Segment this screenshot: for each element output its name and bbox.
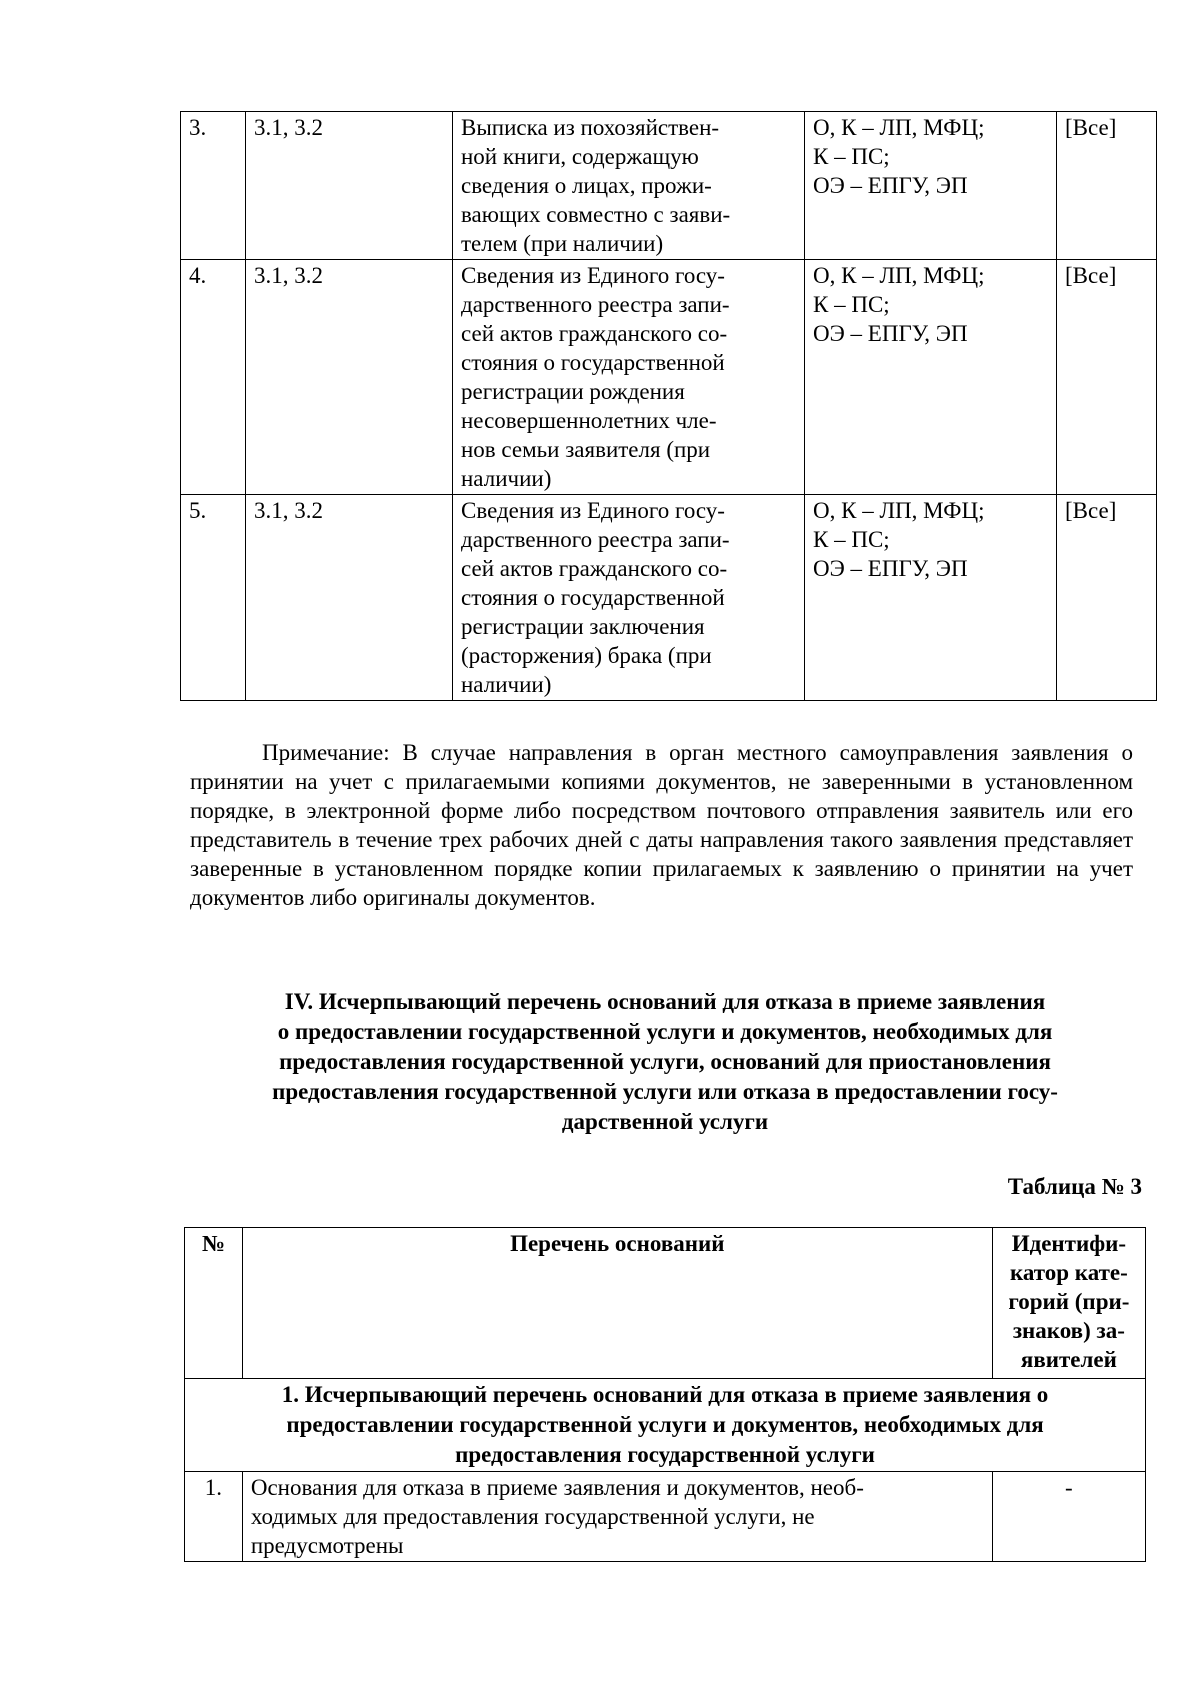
row-number: 3.	[181, 112, 246, 260]
text-line: К – ПС;	[813, 144, 890, 169]
text-line: предусмотрены	[250, 1533, 404, 1558]
text-line: явителей	[1020, 1347, 1117, 1372]
heading-line: о предоставлении государственной услуги и документов, необходимых для	[277, 1019, 1053, 1044]
text-line: регистрации рождения	[461, 379, 685, 404]
row-sections: 3.1, 3.2	[246, 112, 453, 260]
text-line: дарственного реестра запи-	[461, 292, 730, 317]
text-line: катор кате-	[1009, 1260, 1128, 1285]
text-line: К – ПС;	[813, 527, 890, 552]
text-line: сведения о лицах, прожи-	[461, 173, 712, 198]
text-line: несовершеннолетних чле-	[461, 408, 717, 433]
row-channels	[805, 112, 1057, 260]
row-channels	[805, 260, 1057, 495]
text-line: ОЭ – ЕПГУ, ЭП	[813, 173, 968, 198]
table-row	[185, 1472, 1146, 1562]
row-category: [Все]	[1057, 260, 1157, 495]
row-number: 5.	[181, 495, 246, 701]
text-line: ходимых для предоставления государственной услуги, не	[250, 1504, 815, 1529]
row-sections: 3.1, 3.2	[246, 260, 453, 495]
row-sections: 3.1, 3.2	[246, 495, 453, 701]
text-line: наличии)	[461, 672, 552, 697]
row-document	[453, 112, 805, 260]
row-document	[453, 495, 805, 701]
text-line: стояния о государственной	[461, 585, 725, 610]
table-row	[181, 260, 1157, 495]
text-line: К – ПС;	[813, 292, 890, 317]
text-line: знаков) за-	[1012, 1318, 1125, 1343]
text-line: телем (при наличии)	[461, 231, 664, 256]
table-row	[181, 495, 1157, 701]
row-identifier: -	[992, 1472, 1145, 1562]
text-line: вающих совместно с заяви-	[461, 202, 731, 227]
text-line: О, К – ЛП, МФЦ;	[813, 263, 985, 288]
subheading-cell	[185, 1379, 1146, 1472]
documents-table	[180, 111, 1157, 701]
heading-line: предоставления государственной услуги или отказа в предоставлении госу-	[272, 1079, 1058, 1104]
text-line: ОЭ – ЕПГУ, ЭП	[813, 321, 968, 346]
table-caption: Таблица № 3	[1007, 1174, 1142, 1199]
text-line: (расторжения) брака (при	[461, 643, 712, 668]
table-header-row	[185, 1228, 1146, 1379]
note-paragraph: Примечание: В случае направления в орган местного самоуправления заявления о принятии на учет с прилагаемыми копиями документов, не заверенными в установленном порядке, в электронной форме либо посредством почтового отправления заявитель или его представитель в течение трех рабочих дней с даты направления такого заявления представляет заверенные в установленном порядке копии прилагаемых к заявлению о принятии на учет документов либо оригиналы документов.	[190, 740, 1133, 910]
header-number: №	[185, 1228, 243, 1379]
row-number: 4.	[181, 260, 246, 495]
text-line: Идентифи-	[1011, 1231, 1127, 1256]
text-line: сей актов гражданского со-	[461, 556, 728, 581]
text-line: горий (при-	[1008, 1289, 1130, 1314]
row-category: [Все]	[1057, 495, 1157, 701]
text-line: наличии)	[461, 466, 552, 491]
header-identifier	[992, 1228, 1145, 1379]
table-row	[181, 112, 1157, 260]
text-line: Сведения из Единого госу-	[461, 263, 725, 288]
row-text	[242, 1472, 992, 1562]
text-line: Выписка из похозяйствен-	[461, 115, 720, 140]
text-line: предоставлении государственной услуги и документов, необходимых для	[286, 1412, 1044, 1437]
text-line: регистрации заключения	[461, 614, 705, 639]
section-heading	[190, 987, 1140, 1137]
row-number: 1.	[185, 1472, 243, 1562]
text-line: О, К – ЛП, МФЦ;	[813, 115, 985, 140]
row-category: [Все]	[1057, 112, 1157, 260]
text-line: дарственного реестра запи-	[461, 527, 730, 552]
row-channels	[805, 495, 1057, 701]
text-line: предоставления государственной услуги	[455, 1442, 875, 1467]
text-line: Сведения из Единого госу-	[461, 498, 725, 523]
text-line: Основания для отказа в приеме заявления и документов, необ-	[250, 1475, 864, 1500]
text-line: ОЭ – ЕПГУ, ЭП	[813, 556, 968, 581]
table-subheading-row	[185, 1379, 1146, 1472]
text-line: ной книги, содержащую	[461, 144, 699, 169]
header-list: Перечень оснований	[242, 1228, 992, 1379]
text-line: сей актов гражданского со-	[461, 321, 728, 346]
text-line: 1. Исчерпывающий перечень оснований для отказа в приеме заявления о	[281, 1382, 1049, 1407]
row-document	[453, 260, 805, 495]
text-line: стояния о государственной	[461, 350, 725, 375]
heading-line: предоставления государственной услуги, оснований для приостановления	[279, 1049, 1051, 1074]
text-line: О, К – ЛП, МФЦ;	[813, 498, 985, 523]
text-line: нов семьи заявителя (при	[461, 437, 711, 462]
heading-line: дарственной услуги	[561, 1109, 769, 1134]
heading-line: IV. Исчерпывающий перечень оснований для отказа в приеме заявления	[284, 989, 1046, 1014]
grounds-table	[184, 1227, 1146, 1562]
